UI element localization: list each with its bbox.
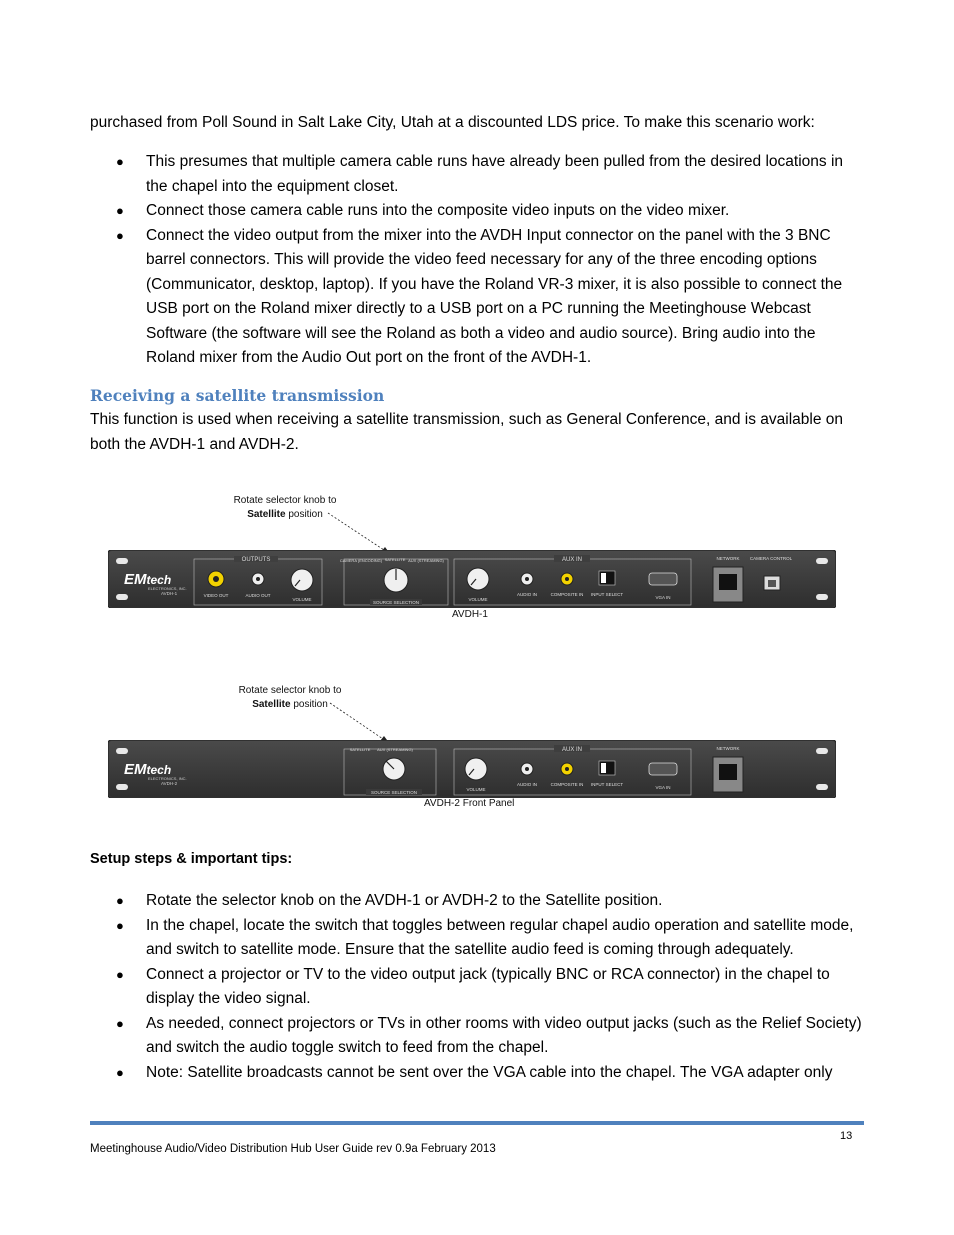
vga-in-label: VGA IN bbox=[655, 785, 671, 790]
list-item bbox=[90, 1012, 865, 1061]
bullet-icon: ● bbox=[116, 966, 124, 982]
list-item-text: Connect the video output from the mixer into the AVDH Input connector on the panel with the 3 BNC barrel connectors. This will provide the video feed necessary for any of the three encoding options (Communicator, desktop, laptop). If you have the Roland VR-3 mixer, it is also possible to connect the USB port on the Roland mixer directly to a USB port on a PC running the Meetinghouse Webcast Software (the software will see the Roland as both a video and audio source). Bring audio into the Roland mixer from the Audio Out port on the front of the AVDH-1. bbox=[146, 226, 843, 366]
bullet-list-bottom bbox=[90, 889, 865, 1085]
composite-in-label: COMPOSITE IN bbox=[550, 782, 584, 787]
rack-hole bbox=[116, 784, 128, 790]
video-out-label: VIDEO OUT bbox=[203, 593, 229, 598]
footer-text: Meetinghouse Audio/Video Distribution Hub User Guide rev 0.9a February 2013 bbox=[90, 1143, 496, 1155]
rack-hole bbox=[816, 784, 828, 790]
list-item bbox=[90, 914, 865, 963]
bullet-icon: ● bbox=[116, 227, 124, 243]
vga-in-label: VGA IN bbox=[655, 595, 671, 600]
list-item-text: This presumes that multiple camera cable runs have already been pulled from the desired locations in the chapel into the equipment closet. bbox=[146, 153, 844, 195]
aux-in-label: AUX IN bbox=[561, 557, 583, 563]
composite-in-label: COMPOSITE IN bbox=[550, 592, 584, 597]
rack-hole bbox=[816, 748, 828, 754]
network-label: NETWORK bbox=[716, 556, 740, 561]
list-item-text: Connect those camera cable runs into the composite video inputs on the video mixer. bbox=[146, 202, 730, 219]
aux-streaming-label: AUX (STREAMING) bbox=[377, 747, 413, 752]
aux-volume-label: VOLUME bbox=[468, 597, 488, 602]
aux-in-label: AUX IN bbox=[561, 747, 583, 753]
figure2-caption: AVDH-2 Front Panel bbox=[424, 798, 515, 809]
list-item-text: In the chapel, locate the switch that toggles between regular chapel audio operation and satellite mode, and switch to satellite mode. Ensure that the satellite audio feed is coming through adequately. bbox=[146, 916, 854, 958]
audio-in-label: AUDIO IN bbox=[516, 782, 538, 787]
outputs-label: OUTPUTS bbox=[241, 557, 271, 563]
source-selection-label: SOURCE SELECTION bbox=[370, 790, 418, 795]
emtech-logo: EMtech bbox=[124, 761, 172, 778]
audio-out-label: AUDIO OUT bbox=[245, 593, 271, 598]
brand-subtitle: ELECTRONICS, INC. bbox=[148, 776, 187, 781]
bullet-icon: ● bbox=[116, 1064, 124, 1080]
aux-volume-knob bbox=[465, 758, 487, 780]
input-select-label: INPUT SELECT bbox=[590, 782, 624, 787]
bullet-icon: ● bbox=[116, 893, 124, 908]
camera-control-label: CAMERA CONTROL bbox=[749, 556, 793, 561]
list-item bbox=[90, 889, 865, 914]
footer-rule bbox=[90, 1121, 864, 1125]
bullet-icon: ● bbox=[116, 154, 124, 169]
list-item-text: Note: Satellite broadcasts cannot be sent over the VGA cable into the chapel. The VGA adapter only bbox=[146, 1063, 833, 1081]
section-paragraph: This function is used when receiving a satellite transmission, such as General Conference, and is available on both the AVDH-1 and AVDH-2. bbox=[90, 411, 844, 453]
aux-volume-label: VOLUME bbox=[466, 787, 486, 792]
list-item-text: As needed, connect projectors or TVs in other rooms with video output jacks (such as the Relief Society) and switch the audio toggle switch to feed from the chapel. bbox=[146, 1014, 862, 1056]
bullet-icon: ● bbox=[116, 1015, 124, 1031]
annotation-bold: Satellite bbox=[247, 509, 286, 520]
satellite-label: SATELLITE bbox=[349, 747, 371, 752]
input-select-label: INPUT SELECT bbox=[590, 592, 624, 597]
annotation-bold: Satellite bbox=[252, 699, 291, 710]
annotation-line: Rotate selector knob to bbox=[233, 495, 337, 506]
section-heading: Receiving a satellite transmission bbox=[90, 386, 385, 405]
list-item-text: Rotate the selector knob on the AVDH-1 or AVDH-2 to the Satellite position. bbox=[146, 892, 663, 909]
setup-heading: Setup steps & important tips: bbox=[90, 851, 293, 867]
figure1-caption: AVDH-1 bbox=[452, 609, 488, 620]
brand-subtitle: ELECTRONICS, INC. bbox=[148, 586, 187, 591]
network-label: NETWORK bbox=[716, 746, 740, 751]
bullet-icon: ● bbox=[116, 203, 124, 218]
annotation-line: Rotate selector knob to bbox=[238, 685, 342, 696]
annotation-rest: position bbox=[290, 699, 328, 710]
avdh2-front-panel bbox=[108, 740, 836, 798]
source-selection-label: SOURCE SELECTION bbox=[372, 600, 420, 605]
rack-hole bbox=[116, 748, 128, 754]
intro-paragraph: purchased from Poll Sound in Salt Lake City, Utah at a discounted LDS price. To make this scenario work: bbox=[90, 114, 815, 131]
audio-in-label: AUDIO IN bbox=[516, 592, 538, 597]
satellite-label: SATELLITE bbox=[384, 557, 406, 562]
volume-label: VOLUME bbox=[292, 597, 312, 602]
model-label: AVDH-2 bbox=[161, 781, 178, 786]
vga-in-port bbox=[649, 763, 677, 775]
bullet-icon: ● bbox=[116, 917, 124, 933]
list-item bbox=[90, 963, 865, 1012]
list-item bbox=[90, 1061, 865, 1086]
list-item-text: Connect a projector or TV to the video output jack (typically BNC or RCA connector) in the chapel to display the video signal. bbox=[146, 965, 830, 1007]
annotation-rest: position bbox=[285, 509, 323, 520]
aux-streaming-label: AUX (STREAMING) bbox=[408, 558, 444, 563]
model-label: AVDH-1 bbox=[161, 591, 178, 596]
camera-encoding-label: CAMERA (ENCODING) bbox=[339, 558, 383, 563]
page-number: 13 bbox=[840, 1130, 853, 1142]
emtech-logo: EMtech bbox=[124, 571, 172, 588]
